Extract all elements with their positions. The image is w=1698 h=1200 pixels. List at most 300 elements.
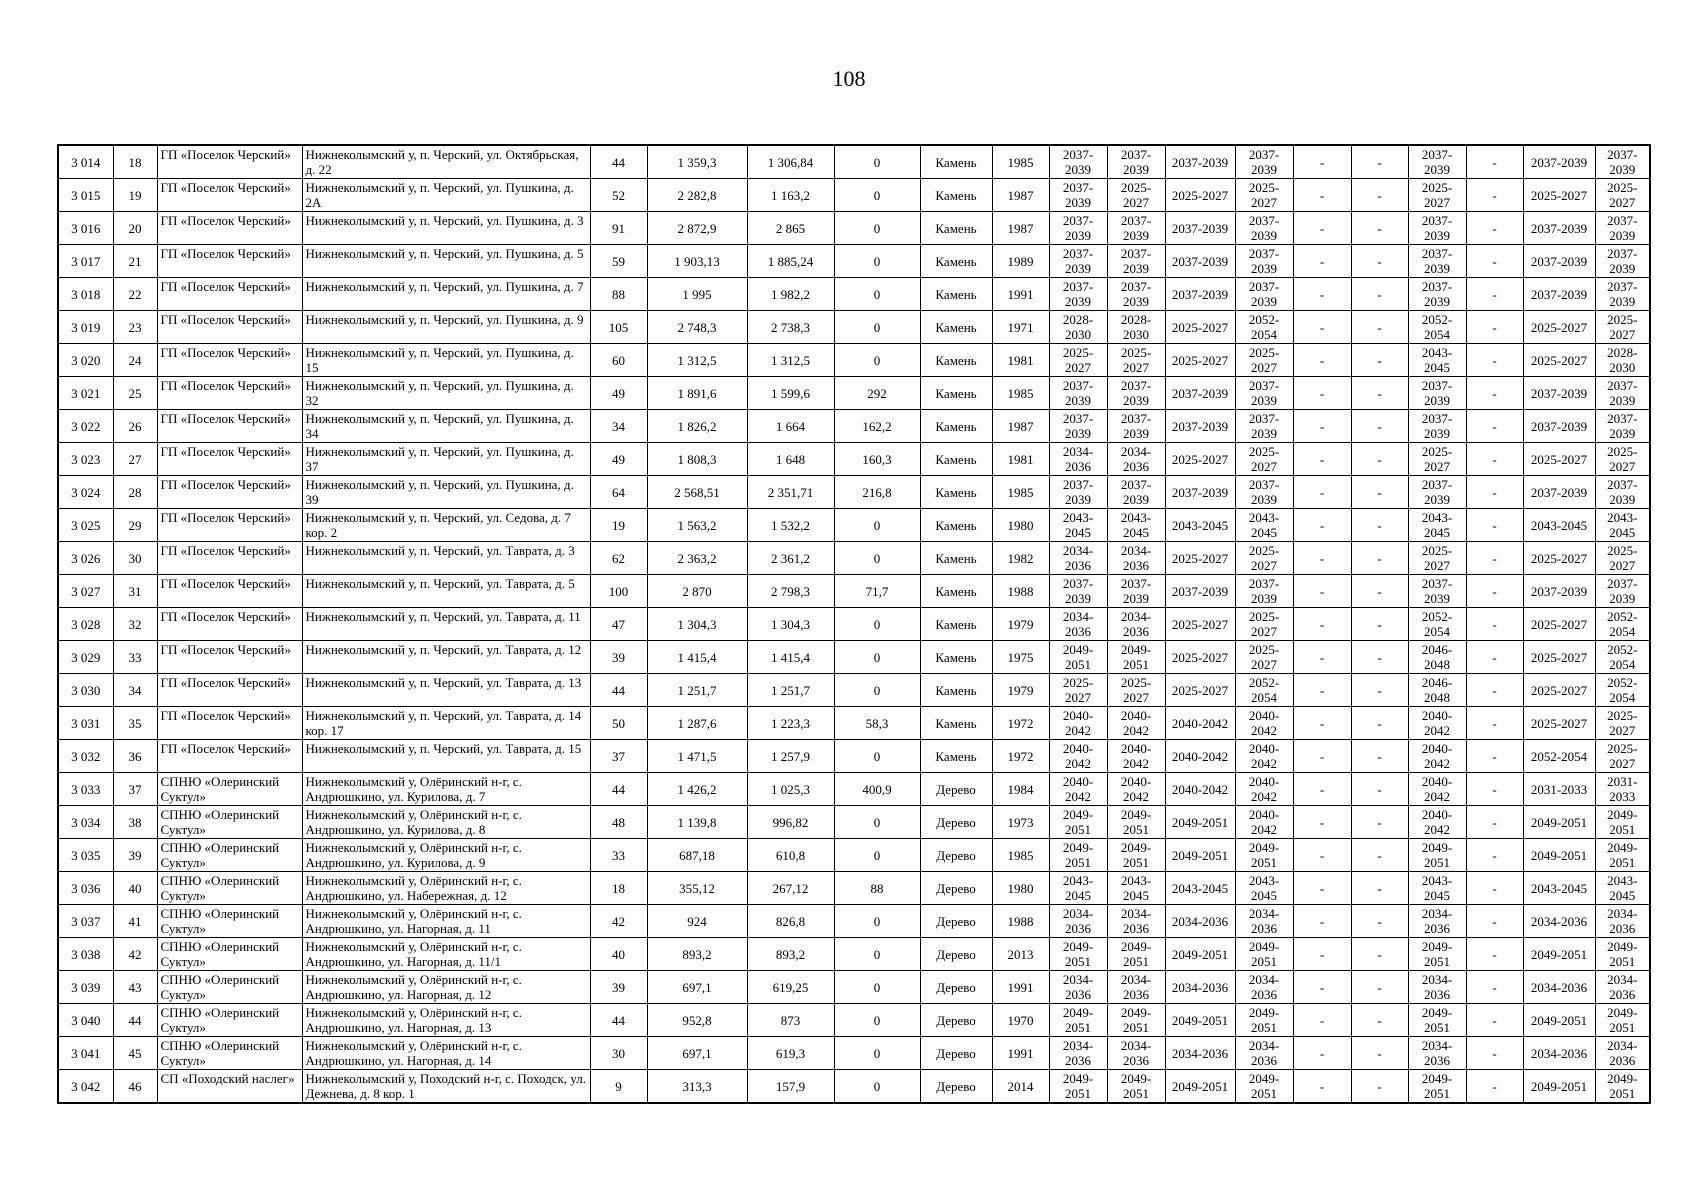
cell-sequence-number: 42 bbox=[113, 938, 157, 971]
cell-total-area: 2 872,9 bbox=[647, 212, 747, 245]
cell-period-water: 2025-2027 bbox=[1523, 344, 1595, 377]
cell-period-sewer: 2049-2051 bbox=[1595, 938, 1650, 971]
table-row bbox=[58, 773, 1650, 806]
cell-period-foundation: 2040-2042 bbox=[1165, 773, 1235, 806]
cell-period-gas: - bbox=[1351, 773, 1408, 806]
cell-period-gas: - bbox=[1351, 740, 1408, 773]
cell-period-sewer: 2043-2045 bbox=[1595, 872, 1650, 905]
cell-wall-material: Дерево bbox=[920, 938, 992, 971]
cell-period-heating: 2049-2051 bbox=[1235, 1004, 1293, 1037]
cell-period-facade: 2034-2036 bbox=[1107, 1037, 1165, 1070]
cell-record-number: 3 030 bbox=[58, 674, 113, 707]
cell-period-water: 2025-2027 bbox=[1523, 443, 1595, 476]
cell-period-foundation: 2025-2027 bbox=[1165, 443, 1235, 476]
cell-nonresidential-area: 0 bbox=[834, 509, 920, 542]
cell-residents: 34 bbox=[590, 410, 647, 443]
cell-period-electric: 2052-2054 bbox=[1408, 311, 1466, 344]
cell-living-area: 619,3 bbox=[747, 1037, 834, 1070]
cell-record-number: 3 031 bbox=[58, 707, 113, 740]
cell-nonresidential-area: 162,2 bbox=[834, 410, 920, 443]
cell-period-sewer: 2037-2039 bbox=[1595, 377, 1650, 410]
cell-period-elevator: - bbox=[1293, 476, 1351, 509]
cell-wall-material: Камень bbox=[920, 145, 992, 179]
cell-period-ventilation: - bbox=[1466, 806, 1523, 839]
cell-period-foundation: 2040-2042 bbox=[1165, 740, 1235, 773]
cell-period-foundation: 2025-2027 bbox=[1165, 179, 1235, 212]
cell-period-sewer: 2025-2027 bbox=[1595, 740, 1650, 773]
cell-sequence-number: 34 bbox=[113, 674, 157, 707]
cell-period-elevator: - bbox=[1293, 806, 1351, 839]
cell-period-electric: 2037-2039 bbox=[1408, 410, 1466, 443]
cell-living-area: 1 304,3 bbox=[747, 608, 834, 641]
cell-wall-material: Камень bbox=[920, 179, 992, 212]
cell-period-roof: 2049-2051 bbox=[1049, 938, 1107, 971]
cell-sequence-number: 35 bbox=[113, 707, 157, 740]
cell-period-facade: 2034-2036 bbox=[1107, 971, 1165, 1004]
cell-period-elevator: - bbox=[1293, 641, 1351, 674]
cell-municipality: ГП «Поселок Черский» bbox=[157, 608, 302, 641]
cell-address: Нижнеколымский у, Олёринский н-г, с. Андрюшкино, ул. Курилова, д. 7 bbox=[302, 773, 590, 806]
cell-period-heating: 2040-2042 bbox=[1235, 806, 1293, 839]
cell-period-gas: - bbox=[1351, 872, 1408, 905]
cell-period-sewer: 2037-2039 bbox=[1595, 410, 1650, 443]
table-row bbox=[58, 145, 1650, 179]
cell-period-facade: 2034-2036 bbox=[1107, 542, 1165, 575]
cell-nonresidential-area: 0 bbox=[834, 212, 920, 245]
cell-period-elevator: - bbox=[1293, 1037, 1351, 1070]
cell-address: Нижнеколымский у, п. Черский, ул. Пушкина, д. 2А bbox=[302, 179, 590, 212]
cell-period-roof: 2049-2051 bbox=[1049, 1070, 1107, 1104]
cell-total-area: 1 287,6 bbox=[647, 707, 747, 740]
cell-wall-material: Дерево bbox=[920, 971, 992, 1004]
table-row bbox=[58, 608, 1650, 641]
cell-period-foundation: 2025-2027 bbox=[1165, 311, 1235, 344]
cell-nonresidential-area: 88 bbox=[834, 872, 920, 905]
cell-residents: 49 bbox=[590, 377, 647, 410]
cell-residents: 9 bbox=[590, 1070, 647, 1104]
cell-period-facade: 2034-2036 bbox=[1107, 443, 1165, 476]
cell-period-facade: 2034-2036 bbox=[1107, 608, 1165, 641]
cell-record-number: 3 024 bbox=[58, 476, 113, 509]
cell-wall-material: Камень bbox=[920, 212, 992, 245]
cell-living-area: 1 251,7 bbox=[747, 674, 834, 707]
table-row bbox=[58, 443, 1650, 476]
cell-period-facade: 2037-2039 bbox=[1107, 278, 1165, 311]
cell-living-area: 893,2 bbox=[747, 938, 834, 971]
cell-period-heating: 2034-2036 bbox=[1235, 971, 1293, 1004]
table-row bbox=[58, 377, 1650, 410]
cell-address: Нижнеколымский у, п. Черский, ул. Пушкина, д. 5 bbox=[302, 245, 590, 278]
cell-period-elevator: - bbox=[1293, 278, 1351, 311]
cell-build-year: 1970 bbox=[992, 1004, 1049, 1037]
cell-period-gas: - bbox=[1351, 443, 1408, 476]
cell-period-roof: 2025-2027 bbox=[1049, 344, 1107, 377]
cell-total-area: 687,18 bbox=[647, 839, 747, 872]
cell-period-heating: 2040-2042 bbox=[1235, 740, 1293, 773]
cell-period-ventilation: - bbox=[1466, 179, 1523, 212]
cell-period-elevator: - bbox=[1293, 839, 1351, 872]
cell-period-sewer: 2037-2039 bbox=[1595, 145, 1650, 179]
cell-address: Нижнеколымский у, п. Черский, ул. Таврата, д. 15 bbox=[302, 740, 590, 773]
cell-sequence-number: 46 bbox=[113, 1070, 157, 1104]
cell-period-roof: 2034-2036 bbox=[1049, 1037, 1107, 1070]
cell-sequence-number: 45 bbox=[113, 1037, 157, 1070]
cell-period-roof: 2043-2045 bbox=[1049, 872, 1107, 905]
cell-period-water: 2025-2027 bbox=[1523, 608, 1595, 641]
cell-period-heating: 2049-2051 bbox=[1235, 839, 1293, 872]
cell-build-year: 1987 bbox=[992, 179, 1049, 212]
cell-address: Нижнеколымский у, Походский н-г, с. Походск, ул. Дежнева, д. 8 кор. 1 bbox=[302, 1070, 590, 1104]
cell-wall-material: Дерево bbox=[920, 773, 992, 806]
cell-record-number: 3 016 bbox=[58, 212, 113, 245]
housing-register-table bbox=[57, 144, 1651, 1104]
cell-wall-material: Камень bbox=[920, 707, 992, 740]
cell-total-area: 697,1 bbox=[647, 971, 747, 1004]
cell-residents: 88 bbox=[590, 278, 647, 311]
cell-period-water: 2049-2051 bbox=[1523, 938, 1595, 971]
cell-wall-material: Камень bbox=[920, 311, 992, 344]
cell-period-roof: 2037-2039 bbox=[1049, 212, 1107, 245]
table-row bbox=[58, 344, 1650, 377]
cell-period-ventilation: - bbox=[1466, 542, 1523, 575]
cell-period-gas: - bbox=[1351, 410, 1408, 443]
cell-nonresidential-area: 160,3 bbox=[834, 443, 920, 476]
cell-period-water: 2025-2027 bbox=[1523, 641, 1595, 674]
cell-period-facade: 2040-2042 bbox=[1107, 740, 1165, 773]
cell-period-facade: 2037-2039 bbox=[1107, 212, 1165, 245]
cell-nonresidential-area: 216,8 bbox=[834, 476, 920, 509]
cell-period-foundation: 2037-2039 bbox=[1165, 245, 1235, 278]
cell-wall-material: Камень bbox=[920, 575, 992, 608]
table-row bbox=[58, 1004, 1650, 1037]
cell-total-area: 2 748,3 bbox=[647, 311, 747, 344]
cell-record-number: 3 037 bbox=[58, 905, 113, 938]
cell-period-gas: - bbox=[1351, 971, 1408, 1004]
cell-total-area: 924 bbox=[647, 905, 747, 938]
cell-period-sewer: 2025-2027 bbox=[1595, 311, 1650, 344]
cell-period-facade: 2037-2039 bbox=[1107, 145, 1165, 179]
cell-period-heating: 2025-2027 bbox=[1235, 179, 1293, 212]
cell-period-foundation: 2025-2027 bbox=[1165, 641, 1235, 674]
cell-period-electric: 2046-2048 bbox=[1408, 674, 1466, 707]
cell-period-foundation: 2037-2039 bbox=[1165, 377, 1235, 410]
cell-build-year: 1980 bbox=[992, 872, 1049, 905]
cell-period-electric: 2046-2048 bbox=[1408, 641, 1466, 674]
table-row bbox=[58, 641, 1650, 674]
cell-period-facade: 2025-2027 bbox=[1107, 344, 1165, 377]
cell-wall-material: Дерево bbox=[920, 1070, 992, 1104]
cell-period-roof: 2034-2036 bbox=[1049, 608, 1107, 641]
cell-municipality: СПНЮ «Олеринский Суктул» bbox=[157, 773, 302, 806]
table-row bbox=[58, 905, 1650, 938]
cell-municipality: ГП «Поселок Черский» bbox=[157, 542, 302, 575]
cell-record-number: 3 035 bbox=[58, 839, 113, 872]
cell-residents: 105 bbox=[590, 311, 647, 344]
cell-period-elevator: - bbox=[1293, 1070, 1351, 1104]
cell-address: Нижнеколымский у, п. Черский, ул. Пушкина, д. 37 bbox=[302, 443, 590, 476]
cell-sequence-number: 23 bbox=[113, 311, 157, 344]
cell-period-gas: - bbox=[1351, 145, 1408, 179]
cell-period-foundation: 2037-2039 bbox=[1165, 575, 1235, 608]
cell-period-electric: 2025-2027 bbox=[1408, 542, 1466, 575]
cell-period-facade: 2040-2042 bbox=[1107, 707, 1165, 740]
cell-period-elevator: - bbox=[1293, 971, 1351, 1004]
cell-living-area: 619,25 bbox=[747, 971, 834, 1004]
cell-period-ventilation: - bbox=[1466, 575, 1523, 608]
cell-residents: 39 bbox=[590, 971, 647, 1004]
cell-living-area: 873 bbox=[747, 1004, 834, 1037]
cell-municipality: ГП «Поселок Черский» bbox=[157, 344, 302, 377]
cell-total-area: 893,2 bbox=[647, 938, 747, 971]
cell-wall-material: Камень bbox=[920, 443, 992, 476]
cell-municipality: ГП «Поселок Черский» bbox=[157, 245, 302, 278]
cell-nonresidential-area: 0 bbox=[834, 278, 920, 311]
cell-period-electric: 2025-2027 bbox=[1408, 179, 1466, 212]
cell-total-area: 1 359,3 bbox=[647, 145, 747, 179]
cell-residents: 100 bbox=[590, 575, 647, 608]
cell-municipality: СПНЮ «Олеринский Суктул» bbox=[157, 1037, 302, 1070]
cell-period-sewer: 2037-2039 bbox=[1595, 278, 1650, 311]
cell-address: Нижнеколымский у, Олёринский н-г, с. Андрюшкино, ул. Набережная, д. 12 bbox=[302, 872, 590, 905]
cell-period-electric: 2040-2042 bbox=[1408, 740, 1466, 773]
cell-period-elevator: - bbox=[1293, 245, 1351, 278]
cell-period-heating: 2052-2054 bbox=[1235, 674, 1293, 707]
cell-period-roof: 2037-2039 bbox=[1049, 179, 1107, 212]
cell-total-area: 1 471,5 bbox=[647, 740, 747, 773]
cell-sequence-number: 24 bbox=[113, 344, 157, 377]
cell-municipality: СПНЮ «Олеринский Суктул» bbox=[157, 839, 302, 872]
cell-period-sewer: 2052-2054 bbox=[1595, 641, 1650, 674]
cell-municipality: ГП «Поселок Черский» bbox=[157, 707, 302, 740]
cell-wall-material: Камень bbox=[920, 245, 992, 278]
cell-period-water: 2037-2039 bbox=[1523, 278, 1595, 311]
cell-municipality: ГП «Поселок Черский» bbox=[157, 509, 302, 542]
cell-period-gas: - bbox=[1351, 344, 1408, 377]
cell-period-facade: 2049-2051 bbox=[1107, 938, 1165, 971]
cell-period-sewer: 2052-2054 bbox=[1595, 608, 1650, 641]
cell-nonresidential-area: 0 bbox=[834, 905, 920, 938]
cell-total-area: 2 568,51 bbox=[647, 476, 747, 509]
cell-period-sewer: 2049-2051 bbox=[1595, 1004, 1650, 1037]
cell-period-electric: 2025-2027 bbox=[1408, 443, 1466, 476]
cell-sequence-number: 27 bbox=[113, 443, 157, 476]
cell-period-ventilation: - bbox=[1466, 476, 1523, 509]
cell-total-area: 2 870 bbox=[647, 575, 747, 608]
cell-living-area: 1 885,24 bbox=[747, 245, 834, 278]
cell-period-sewer: 2034-2036 bbox=[1595, 905, 1650, 938]
cell-nonresidential-area: 0 bbox=[834, 608, 920, 641]
cell-period-heating: 2049-2051 bbox=[1235, 938, 1293, 971]
cell-build-year: 1972 bbox=[992, 740, 1049, 773]
cell-period-electric: 2052-2054 bbox=[1408, 608, 1466, 641]
cell-living-area: 1 982,2 bbox=[747, 278, 834, 311]
cell-residents: 47 bbox=[590, 608, 647, 641]
cell-period-electric: 2034-2036 bbox=[1408, 1037, 1466, 1070]
cell-period-water: 2034-2036 bbox=[1523, 1037, 1595, 1070]
cell-period-foundation: 2049-2051 bbox=[1165, 1004, 1235, 1037]
cell-period-water: 2025-2027 bbox=[1523, 674, 1595, 707]
cell-period-electric: 2037-2039 bbox=[1408, 212, 1466, 245]
cell-period-ventilation: - bbox=[1466, 1004, 1523, 1037]
cell-period-ventilation: - bbox=[1466, 1070, 1523, 1104]
cell-period-sewer: 2025-2027 bbox=[1595, 707, 1650, 740]
cell-period-roof: 2049-2051 bbox=[1049, 641, 1107, 674]
cell-sequence-number: 40 bbox=[113, 872, 157, 905]
cell-nonresidential-area: 0 bbox=[834, 674, 920, 707]
cell-municipality: ГП «Поселок Черский» bbox=[157, 740, 302, 773]
cell-period-roof: 2037-2039 bbox=[1049, 377, 1107, 410]
cell-period-facade: 2037-2039 bbox=[1107, 476, 1165, 509]
cell-period-water: 2049-2051 bbox=[1523, 1070, 1595, 1104]
cell-total-area: 1 304,3 bbox=[647, 608, 747, 641]
table-row bbox=[58, 575, 1650, 608]
cell-address: Нижнеколымский у, Олёринский н-г, с. Андрюшкино, ул. Курилова, д. 8 bbox=[302, 806, 590, 839]
cell-period-roof: 2043-2045 bbox=[1049, 509, 1107, 542]
cell-period-ventilation: - bbox=[1466, 839, 1523, 872]
cell-living-area: 1 415,4 bbox=[747, 641, 834, 674]
cell-period-water: 2049-2051 bbox=[1523, 806, 1595, 839]
cell-living-area: 826,8 bbox=[747, 905, 834, 938]
cell-total-area: 1 139,8 bbox=[647, 806, 747, 839]
cell-period-facade: 2037-2039 bbox=[1107, 377, 1165, 410]
table-row bbox=[58, 839, 1650, 872]
cell-record-number: 3 015 bbox=[58, 179, 113, 212]
cell-living-area: 2 798,3 bbox=[747, 575, 834, 608]
cell-total-area: 1 251,7 bbox=[647, 674, 747, 707]
cell-municipality: ГП «Поселок Черский» bbox=[157, 476, 302, 509]
cell-period-foundation: 2049-2051 bbox=[1165, 1070, 1235, 1104]
cell-record-number: 3 019 bbox=[58, 311, 113, 344]
cell-period-heating: 2049-2051 bbox=[1235, 1070, 1293, 1104]
cell-period-roof: 2037-2039 bbox=[1049, 278, 1107, 311]
cell-sequence-number: 43 bbox=[113, 971, 157, 1004]
cell-build-year: 1985 bbox=[992, 377, 1049, 410]
cell-total-area: 1 808,3 bbox=[647, 443, 747, 476]
cell-period-gas: - bbox=[1351, 476, 1408, 509]
cell-build-year: 1985 bbox=[992, 476, 1049, 509]
cell-period-water: 2043-2045 bbox=[1523, 509, 1595, 542]
cell-municipality: СПНЮ «Олеринский Суктул» bbox=[157, 806, 302, 839]
cell-period-roof: 2040-2042 bbox=[1049, 740, 1107, 773]
cell-period-ventilation: - bbox=[1466, 674, 1523, 707]
cell-period-heating: 2037-2039 bbox=[1235, 145, 1293, 179]
cell-municipality: СПНЮ «Олеринский Суктул» bbox=[157, 872, 302, 905]
cell-residents: 50 bbox=[590, 707, 647, 740]
cell-period-electric: 2037-2039 bbox=[1408, 278, 1466, 311]
cell-living-area: 610,8 bbox=[747, 839, 834, 872]
cell-period-sewer: 2025-2027 bbox=[1595, 542, 1650, 575]
cell-period-gas: - bbox=[1351, 1037, 1408, 1070]
cell-address: Нижнеколымский у, п. Черский, ул. Таврата, д. 12 bbox=[302, 641, 590, 674]
cell-period-sewer: 2025-2027 bbox=[1595, 179, 1650, 212]
cell-period-electric: 2043-2045 bbox=[1408, 344, 1466, 377]
cell-residents: 49 bbox=[590, 443, 647, 476]
cell-period-gas: - bbox=[1351, 905, 1408, 938]
cell-period-heating: 2037-2039 bbox=[1235, 575, 1293, 608]
cell-period-electric: 2037-2039 bbox=[1408, 245, 1466, 278]
cell-address: Нижнеколымский у, п. Черский, ул. Седова, д. 7 кор. 2 bbox=[302, 509, 590, 542]
cell-period-gas: - bbox=[1351, 806, 1408, 839]
cell-address: Нижнеколымский у, п. Черский, ул. Пушкина, д. 3 bbox=[302, 212, 590, 245]
cell-wall-material: Дерево bbox=[920, 806, 992, 839]
cell-sequence-number: 37 bbox=[113, 773, 157, 806]
cell-address: Нижнеколымский у, п. Черский, ул. Пушкина, д. 32 bbox=[302, 377, 590, 410]
cell-period-gas: - bbox=[1351, 1004, 1408, 1037]
cell-address: Нижнеколымский у, п. Черский, ул. Таврата, д. 11 bbox=[302, 608, 590, 641]
cell-period-foundation: 2037-2039 bbox=[1165, 476, 1235, 509]
cell-residents: 39 bbox=[590, 641, 647, 674]
cell-period-sewer: 2031-2033 bbox=[1595, 773, 1650, 806]
cell-period-electric: 2040-2042 bbox=[1408, 773, 1466, 806]
cell-period-water: 2037-2039 bbox=[1523, 476, 1595, 509]
cell-wall-material: Камень bbox=[920, 740, 992, 773]
cell-period-ventilation: - bbox=[1466, 443, 1523, 476]
cell-record-number: 3 023 bbox=[58, 443, 113, 476]
cell-record-number: 3 034 bbox=[58, 806, 113, 839]
cell-period-ventilation: - bbox=[1466, 377, 1523, 410]
cell-total-area: 2 363,2 bbox=[647, 542, 747, 575]
table-row bbox=[58, 542, 1650, 575]
cell-period-gas: - bbox=[1351, 377, 1408, 410]
cell-living-area: 1 025,3 bbox=[747, 773, 834, 806]
cell-period-facade: 2049-2051 bbox=[1107, 839, 1165, 872]
cell-period-ventilation: - bbox=[1466, 905, 1523, 938]
cell-sequence-number: 25 bbox=[113, 377, 157, 410]
table-row bbox=[58, 674, 1650, 707]
cell-period-foundation: 2043-2045 bbox=[1165, 872, 1235, 905]
cell-period-electric: 2040-2042 bbox=[1408, 806, 1466, 839]
cell-wall-material: Дерево bbox=[920, 839, 992, 872]
cell-period-roof: 2037-2039 bbox=[1049, 476, 1107, 509]
table-body bbox=[58, 145, 1650, 1103]
cell-living-area: 1 257,9 bbox=[747, 740, 834, 773]
cell-living-area: 1 599,6 bbox=[747, 377, 834, 410]
cell-period-facade: 2025-2027 bbox=[1107, 179, 1165, 212]
cell-period-heating: 2037-2039 bbox=[1235, 245, 1293, 278]
cell-municipality: ГП «Поселок Черский» bbox=[157, 145, 302, 179]
cell-residents: 44 bbox=[590, 674, 647, 707]
cell-municipality: СПНЮ «Олеринский Суктул» bbox=[157, 971, 302, 1004]
cell-period-elevator: - bbox=[1293, 740, 1351, 773]
cell-municipality: СПНЮ «Олеринский Суктул» bbox=[157, 938, 302, 971]
cell-living-area: 2 738,3 bbox=[747, 311, 834, 344]
cell-period-elevator: - bbox=[1293, 212, 1351, 245]
cell-wall-material: Дерево bbox=[920, 1004, 992, 1037]
cell-period-heating: 2043-2045 bbox=[1235, 872, 1293, 905]
cell-period-heating: 2037-2039 bbox=[1235, 476, 1293, 509]
cell-period-heating: 2043-2045 bbox=[1235, 509, 1293, 542]
cell-period-elevator: - bbox=[1293, 311, 1351, 344]
cell-period-elevator: - bbox=[1293, 905, 1351, 938]
cell-period-facade: 2040-2042 bbox=[1107, 773, 1165, 806]
table-row bbox=[58, 872, 1650, 905]
cell-nonresidential-area: 0 bbox=[834, 145, 920, 179]
cell-residents: 44 bbox=[590, 145, 647, 179]
cell-residents: 33 bbox=[590, 839, 647, 872]
cell-address: Нижнеколымский у, п. Черский, ул. Пушкина, д. 7 bbox=[302, 278, 590, 311]
cell-period-heating: 2037-2039 bbox=[1235, 212, 1293, 245]
cell-municipality: СПНЮ «Олеринский Суктул» bbox=[157, 1004, 302, 1037]
cell-period-water: 2025-2027 bbox=[1523, 542, 1595, 575]
cell-municipality: ГП «Поселок Черский» bbox=[157, 674, 302, 707]
cell-sequence-number: 18 bbox=[113, 145, 157, 179]
cell-address: Нижнеколымский у, Олёринский н-г, с. Андрюшкино, ул. Нагорная, д. 12 bbox=[302, 971, 590, 1004]
cell-period-foundation: 2049-2051 bbox=[1165, 938, 1235, 971]
cell-record-number: 3 027 bbox=[58, 575, 113, 608]
cell-period-foundation: 2034-2036 bbox=[1165, 971, 1235, 1004]
cell-period-facade: 2034-2036 bbox=[1107, 905, 1165, 938]
cell-total-area: 2 282,8 bbox=[647, 179, 747, 212]
